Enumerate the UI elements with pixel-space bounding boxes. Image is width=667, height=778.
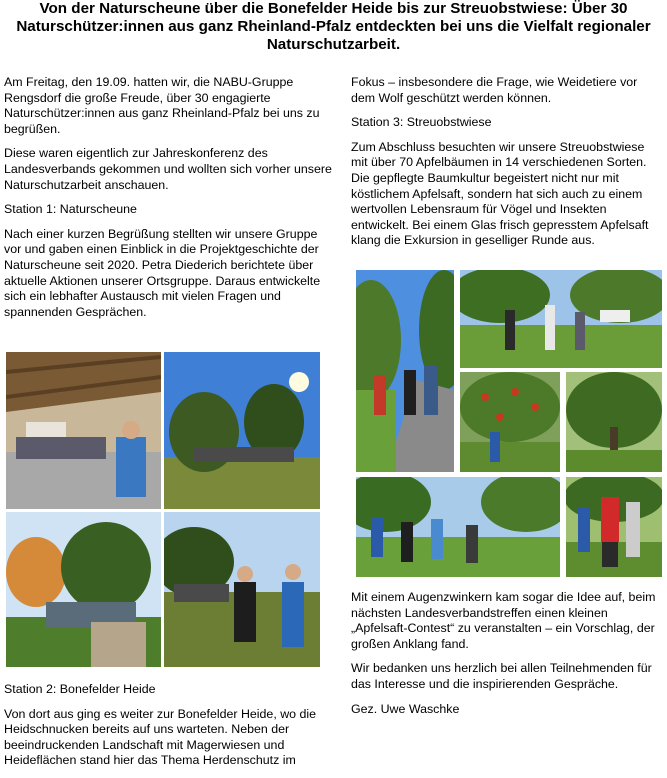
photo-heath-sky	[164, 352, 320, 509]
photo-heath-talk	[164, 512, 320, 667]
photo-heath-group	[6, 512, 161, 667]
station2-text-part1: Von dort aus ging es weiter zur Bonefelder Heide, wo die Heidschnucken bereits auf uns warteten. Neben der beeindruckenden Landschaft mit Magerwiesen und Heideflächen stand hier das Thema Herdenschutz im	[4, 706, 317, 768]
station2-heading: Station 2: Bonefelder Heide	[4, 682, 156, 696]
photo-barn-interior	[6, 352, 161, 509]
station2-text-part2: Fokus – insbesondere die Frage, wie Weidetiere vor dem Wolf geschützt werden können.	[351, 75, 638, 105]
photo-apple-tree	[460, 372, 560, 472]
right-column	[351, 75, 661, 258]
photo-orchard-wide	[460, 270, 662, 368]
left-column	[4, 75, 332, 329]
signature: Gez. Uwe Waschke	[351, 701, 460, 716]
intro-paragraph-2: Diese waren eigentlich zur Jahreskonferenz des Landesverbands gekommen und wollten sich vorher unsere Naturschutzarbeit anschauen.	[4, 146, 332, 192]
station3-text: Zum Abschluss besuchten wir unsere Streuobstwiese mit über 70 Apfelbäumen in 14 verschiedenen Sorten. Die gepflegte Baumkultur begeistert nicht nur mit köstlichem Apfelsaft, sondern hat sich auch zu einem wertvollen Lebensraum für Vögel und Insekten entwickelt. Bei einem Glas frisch gepresstem Apfelsaft klang die Exkursion in geselliger Runde aus.	[351, 139, 649, 248]
intro-paragraph-1: Am Freitag, den 19.09. hatten wir, die NABU-Gruppe Rengsdorf die große Freude, über 30 engagierte Naturschützer:innen aus ganz Rheinland-Pfalz bei uns zu begrüßen.	[4, 75, 320, 136]
station3-heading: Station 3: Streuobstwiese	[351, 115, 492, 130]
closing-block	[351, 590, 661, 726]
photo-orchard-tree	[566, 372, 662, 472]
closing-paragraph-2: Wir bedanken uns herzlich bei allen Teilnehmenden für das Interesse und die inspirierenden Gespräche.	[351, 661, 652, 691]
station1-heading: Station 1: Naturscheune	[4, 202, 137, 217]
photo-orchard-people	[566, 477, 662, 577]
station2-block	[4, 682, 332, 778]
station1-text: Nach einer kurzen Begrüßung stellten wir unsere Gruppe vor und gaben einen Einblick in die Projektgeschichte der Naturscheune seit 2020. Petra Diederich berichtete über aktuelle Aktionen unserer Ortsgruppe. Daraus entwickelte sich ein lebhafter Austausch mit vielen Fragen und spannenden Gesprächen.	[4, 226, 321, 319]
article-title: Von der Naturscheune über die Bonefelder Heide bis zur Streuobstwiese: Über 30 Naturschützer:innen aus ganz Rheinland-Pfalz entdeckten bei uns die Vielfalt regionaler Naturschutzarbeit.	[16, 0, 651, 53]
photo-orchard-group	[356, 477, 560, 577]
closing-paragraph-1: Mit einem Augenzwinkern kam sogar die Idee auf, beim nächsten Landesverbandstreffen einen kleinen „Apfelsaft-Contest“ zu veranstalten – ein Vorschlag, der großen Anklang fand.	[351, 590, 656, 651]
photo-path	[356, 270, 454, 472]
